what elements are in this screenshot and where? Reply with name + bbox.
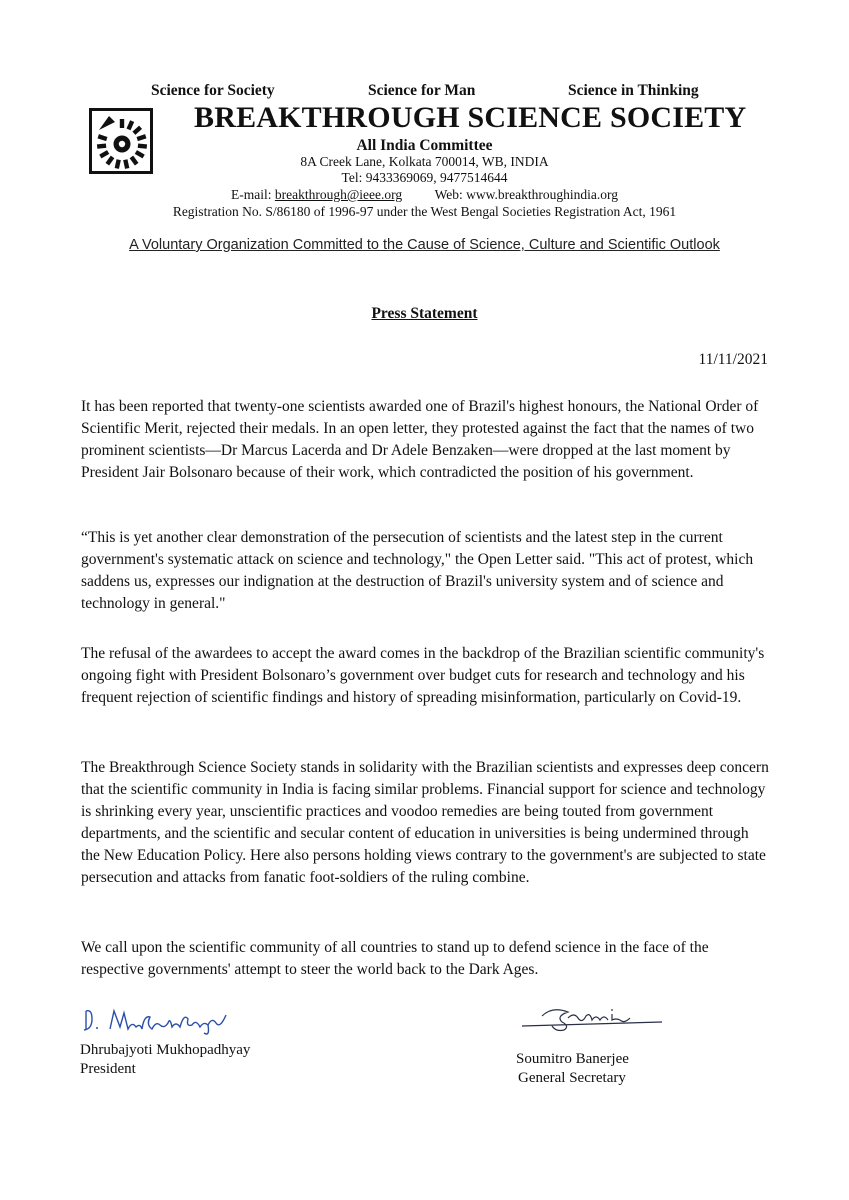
contact-line xyxy=(0,187,849,203)
signatory-secretary xyxy=(516,1050,629,1088)
signature-secretary xyxy=(512,1004,672,1034)
tagline-society: Science for Society xyxy=(151,82,275,99)
email-label: E-mail: xyxy=(230,187,272,202)
org-title: BREAKTHROUGH SCIENCE SOCIETY xyxy=(194,101,747,134)
committee-name: All India Committee xyxy=(356,137,493,154)
tagline-thinking: Science in Thinking xyxy=(568,82,699,99)
document-date: 11/11/2021 xyxy=(698,351,768,368)
document-title: Press Statement xyxy=(371,305,478,322)
paragraph-4: The Breakthrough Science Society stands in solidarity with the Brazilian scientists and expresses deep concern that the scientific community in India is facing similar problems. Financial support for science and technology is shrinking every year, unscientific practices and voodoo remedies are being touted from government departments, and the scientific and secular content of education in universities is being undermined through the New Education Policy. Here also persons holding views contrary to the government's are subjected to state persecution and attacks from fanatic foot-soldiers of the ruling combine. xyxy=(81,759,769,886)
registration-line: Registration No. S/86180 of 1996-97 under the West Bengal Societies Registration Act, 1961 xyxy=(172,204,677,219)
paragraph-1: It has been reported that twenty-one scientists awarded one of Brazil's highest honours, the National Order of Scientific Merit, rejected their medals. In an open letter, they protested against the fact that the names of two prominent scientists—Dr Marcus Lacerda and Dr Adele Benzaken—were dropped at the last moment by President Jair Bolsonaro because of their work, which contradicted the position of his government. xyxy=(81,398,759,481)
telephone: Tel: 9433369069, 9477514644 xyxy=(341,170,508,185)
signature-president xyxy=(80,1003,240,1035)
secretary-name: Soumitro Banerjee xyxy=(516,1051,629,1067)
signatory-president xyxy=(80,1041,250,1079)
president-name: Dhrubajyoti Mukhopadhyay xyxy=(80,1042,251,1058)
address: 8A Creek Lane, Kolkata 700014, WB, INDIA xyxy=(300,154,549,169)
taglines xyxy=(0,82,849,102)
paragraph-2: “This is yet another clear demonstration of the persecution of scientists and the latest step in the current government's systematic attack on science and technology," the Open Letter said. "This act of protest, which saddens us, expresses our indignation at the destruction of Brazil's university system and of science and technology in general." xyxy=(81,529,754,612)
tagline-man: Science for Man xyxy=(368,82,476,99)
mission-statement: A Voluntary Organization Committed to the Cause of Science, Culture and Scientific Outlook xyxy=(129,237,720,253)
paragraph-3: The refusal of the awardees to accept the award comes in the backdrop of the Brazilian scientific community's ongoing fight with President Bolsonaro’s government over budget cuts for research and technology and his frequent rejection of scientific findings and history of spreading misinformation, particularly on Covid-19. xyxy=(81,645,765,706)
president-role: President xyxy=(80,1061,136,1077)
web-address: Web: www.breakthroughindia.org xyxy=(434,187,619,202)
paragraph-5: We call upon the scientific community of all countries to stand up to defend science in the face of the respective governments' attempt to steer the world back to the Dark Ages. xyxy=(81,939,709,978)
email-link[interactable]: breakthrough@ieee.org xyxy=(274,187,403,202)
secretary-role: General Secretary xyxy=(518,1070,626,1086)
